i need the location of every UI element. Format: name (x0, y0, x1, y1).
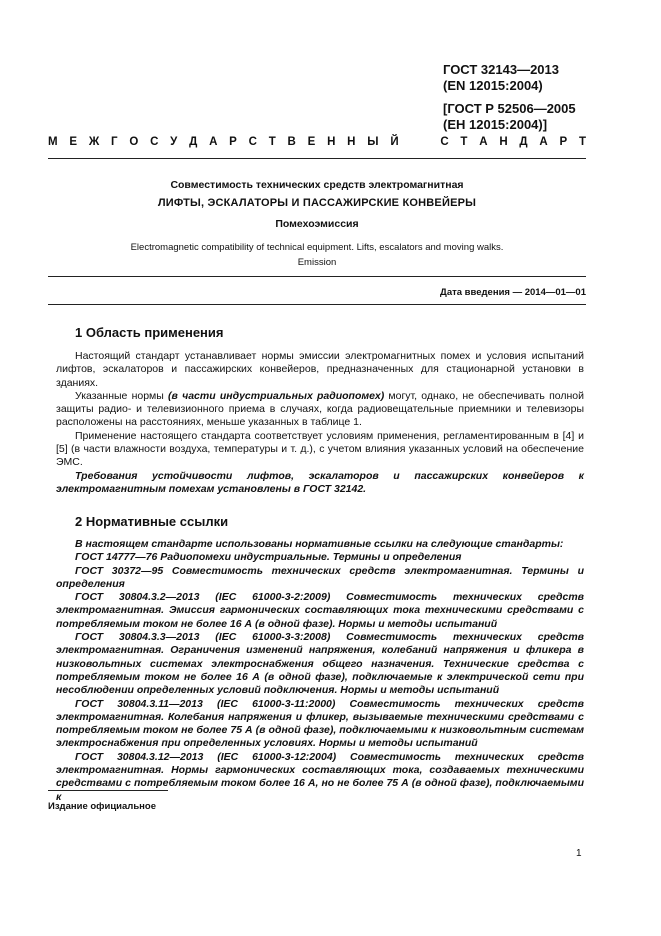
banner-letter: С (248, 136, 257, 148)
banner-letter: А (479, 136, 488, 148)
gostr-number: [ГОСТ Р 52506—2005 (443, 101, 576, 116)
title-line-1: Совместимость технических средств электромагнитная (170, 179, 464, 191)
title-line-3: Помехоэмиссия (275, 218, 359, 230)
official-edition-label: Издание официальное (48, 801, 156, 812)
banner-letter: А (209, 136, 218, 148)
banner-letter: Е (69, 136, 78, 148)
section-1-paragraph-3: Применение настоящего стандарта соответствует условиям применения, регламентированным в [4] и [5] (в части влажности воздуха, температуры и т. д.), с учетом влияния указанных условий на обеспечение ЭМС. (56, 429, 584, 469)
banner-letter: Т (578, 136, 586, 148)
banner-letter: Ж (88, 136, 100, 148)
banner-letter: Р (559, 136, 568, 148)
title-english (48, 240, 586, 270)
paragraph-2-emphasis: (в части индустриальных радиопомех) (168, 389, 385, 402)
gost-en-equivalent: (EN 12015:2004) (443, 78, 543, 93)
title-english-line-2: Emission (297, 257, 337, 268)
title-english-line-1: Electromagnetic compatibility of technical equipment. Lifts, escalators and moving walks. (130, 242, 504, 253)
reference-item: ГОСТ 14777—76 Радиопомехи индустриальные. Термины и определения (75, 551, 462, 564)
section-1-paragraph-1: Настоящий стандарт устанавливает нормы эмиссии электромагнитных помех и условия испытаний лифтов, эскалаторов и пассажирских конвейеров, предназначенных для стационарной установки в зданиях. (56, 350, 584, 389)
banner-letter (425, 136, 428, 148)
section-1-heading: 1 Область применения (75, 325, 224, 340)
banner-letter: В (287, 136, 296, 148)
banner-letter: Т (460, 136, 468, 148)
page-number: 1 (576, 848, 582, 859)
title-line-2: ЛИФТЫ, ЭСКАЛАТОРЫ И ПАССАЖИРСКИЕ КОНВЕЙЕРЫ (157, 197, 477, 209)
gostr-en-equivalent: (ЕН 12015:2004)] (443, 117, 548, 132)
reference-item: ГОСТ 30804.3.3—2013 (IEC 61000-3-3:2008) Совместимость технических средств электромагнитная. Ограничения изменений напряжения, колебаний напряжения и фликера в низковольтных системах электроснабжения общего назначения. Технические средства с потребляемым током не более 16 А (в одной фазе), подключаемые к электрической сети при несоблюдении определенных условий подключения. Нормы и методы испытаний (56, 631, 584, 697)
banner-letter: О (129, 136, 139, 148)
reference-item: ГОСТ 30804.3.2—2013 (IEC 61000-3-2:2009) Совместимость технических средств электромагнитная. Эмиссия гармонических составляющих тока техническими средствами с потребляемым током не более 16 А (в одной фазе). Нормы и методы испытаний (56, 591, 584, 630)
banner-letter: С (150, 136, 159, 148)
banner-letter: Й (390, 136, 399, 148)
gost-designation (443, 62, 559, 94)
section-2-heading: 2 Нормативные ссылки (75, 514, 229, 529)
section-1-body (56, 350, 584, 496)
gostr-designation (443, 101, 576, 133)
banner-letter: Н (499, 136, 508, 148)
banner-letter: Д (189, 136, 198, 148)
banner-letter: Г (111, 136, 118, 148)
banner-letter: Р (229, 136, 237, 148)
banner-letter (410, 136, 413, 148)
gost-number: ГОСТ 32143—2013 (443, 62, 559, 77)
reference-item: ГОСТ 30372—95 Совместимость технических средств электромагнитная. Термины и определения (56, 564, 584, 590)
title-divider (48, 276, 586, 277)
interstate-standard-banner (48, 136, 586, 148)
section-1-paragraph-2 (56, 390, 584, 430)
banner-letter: С (440, 136, 449, 148)
banner-letter: Е (307, 136, 316, 148)
banner-letter: Ы (367, 136, 379, 148)
introduction-date: Дата введения — 2014—01—01 (440, 287, 586, 298)
banner-letter: У (170, 136, 178, 148)
banner-letter: Т (268, 136, 276, 148)
banner-letter: Н (347, 136, 356, 148)
date-divider (48, 304, 586, 305)
banner-letter: Н (327, 136, 336, 148)
footer-divider (48, 790, 168, 791)
reference-item: ГОСТ 30804.3.12—2013 (IEC 61000-3-12:2004) Совместимость технических средств электромагнитная. Нормы гармонических составляющих тока, создаваемых техническими средствами с потребляемым током более 16 А, но не более 75 А (в одной фазе), подключаемыми к (56, 750, 584, 803)
header-divider (48, 158, 586, 159)
banner-letter: М (48, 136, 58, 148)
reference-item: ГОСТ 30804.3.11—2013 (IEC 61000-3-11:2000) Совместимость технических средств электромагнитная. Колебания напряжения и фликер, вызываемые техническими средствами с потребляемым током не более 75 А (в одной фазе), подключаемыми к низковольтным системам электроснабжения при определенных условиях. Нормы и методы испытаний (56, 697, 584, 750)
banner-letter: Д (519, 136, 528, 148)
paragraph-2-end: могут, однако, не обеспечивать полной защиты радио- и телевизионного приема в случаях, когда радиовещательные приемники и телевизоры расположены на расстояниях, меньше указанных в таблице 1. (56, 389, 584, 429)
references-intro: В настоящем стандарте использованы нормативные ссылки на следующие стандарты: (75, 538, 564, 550)
paragraph-2-start: Указанные нормы (75, 389, 169, 402)
banner-letter: А (539, 136, 548, 148)
normative-references-list (56, 538, 584, 804)
section-1-paragraph-4: Требования устойчивости лифтов, эскалаторов и пассажирских конвейеров к электромагнитным помехам установлены в ГОСТ 32142. (56, 469, 584, 495)
